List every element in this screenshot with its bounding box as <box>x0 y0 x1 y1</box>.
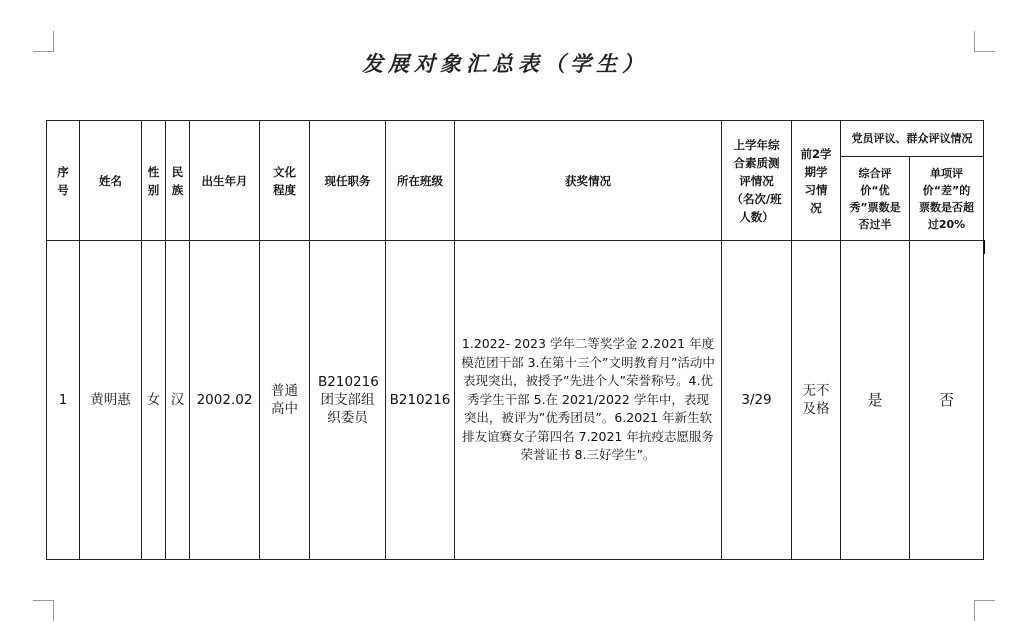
cell-birth: 2002.02 <box>190 241 260 560</box>
header-name: 姓名 <box>80 121 142 241</box>
header-overall-eval: 综合评价“优秀”票数是否过半 <box>841 157 910 241</box>
header-row-1 <box>47 121 984 157</box>
document-title: 发展对象汇总表（学生） <box>362 51 648 76</box>
cell-index: 1 <box>47 241 80 560</box>
cell-education: 普通高中 <box>260 241 310 560</box>
text-cursor <box>984 240 985 254</box>
header-gender: 性别 <box>142 121 166 241</box>
header-quality-eval: 上学年综合素质测评情况（名次/班人数） <box>722 121 792 241</box>
page-corner-mark-bottom-left <box>33 600 54 621</box>
cell-single-eval: 否 <box>910 241 984 560</box>
header-study: 前2学期学习情况 <box>792 121 841 241</box>
cell-awards: 1.2022- 2023 学年二等奖学金 2.2021 年度模范团干部 3.在第十三个”文明教育月”活动中表现突出，被授予”先进个人”荣誉称号。4.优秀学生干部 5.在 2021/2022 学年中，表现突出，被评为”优秀团员”。6.2021 年新生软排友谊赛女子第四名 7.2021 年抗疫志愿服务荣誉证书 8.三好学生”。 <box>455 241 722 560</box>
cell-ethnicity: 汉 <box>166 241 190 560</box>
page-corner-mark-bottom-right <box>974 600 995 621</box>
header-awards: 获奖情况 <box>455 121 722 241</box>
cell-class: B210216 <box>386 241 455 560</box>
summary-table <box>46 120 984 560</box>
cell-study: 无不及格 <box>792 241 841 560</box>
header-ethnicity: 民族 <box>166 121 190 241</box>
header-birth: 出生年月 <box>190 121 260 241</box>
table-row <box>47 241 984 560</box>
header-single-eval: 单项评价“差”的票数是否超过20% <box>910 157 984 241</box>
cell-name: 黄明惠 <box>80 241 142 560</box>
cell-overall-eval: 是 <box>841 241 910 560</box>
header-group-eval: 党员评议、群众评议情况 <box>841 121 984 157</box>
cell-gender: 女 <box>142 241 166 560</box>
header-education: 文化程度 <box>260 121 310 241</box>
header-position: 现任职务 <box>310 121 386 241</box>
cell-position: B210216团支部组织委员 <box>310 241 386 560</box>
cell-quality-eval: 3/29 <box>722 241 792 560</box>
header-class: 所在班级 <box>386 121 455 241</box>
header-index: 序号 <box>47 121 80 241</box>
